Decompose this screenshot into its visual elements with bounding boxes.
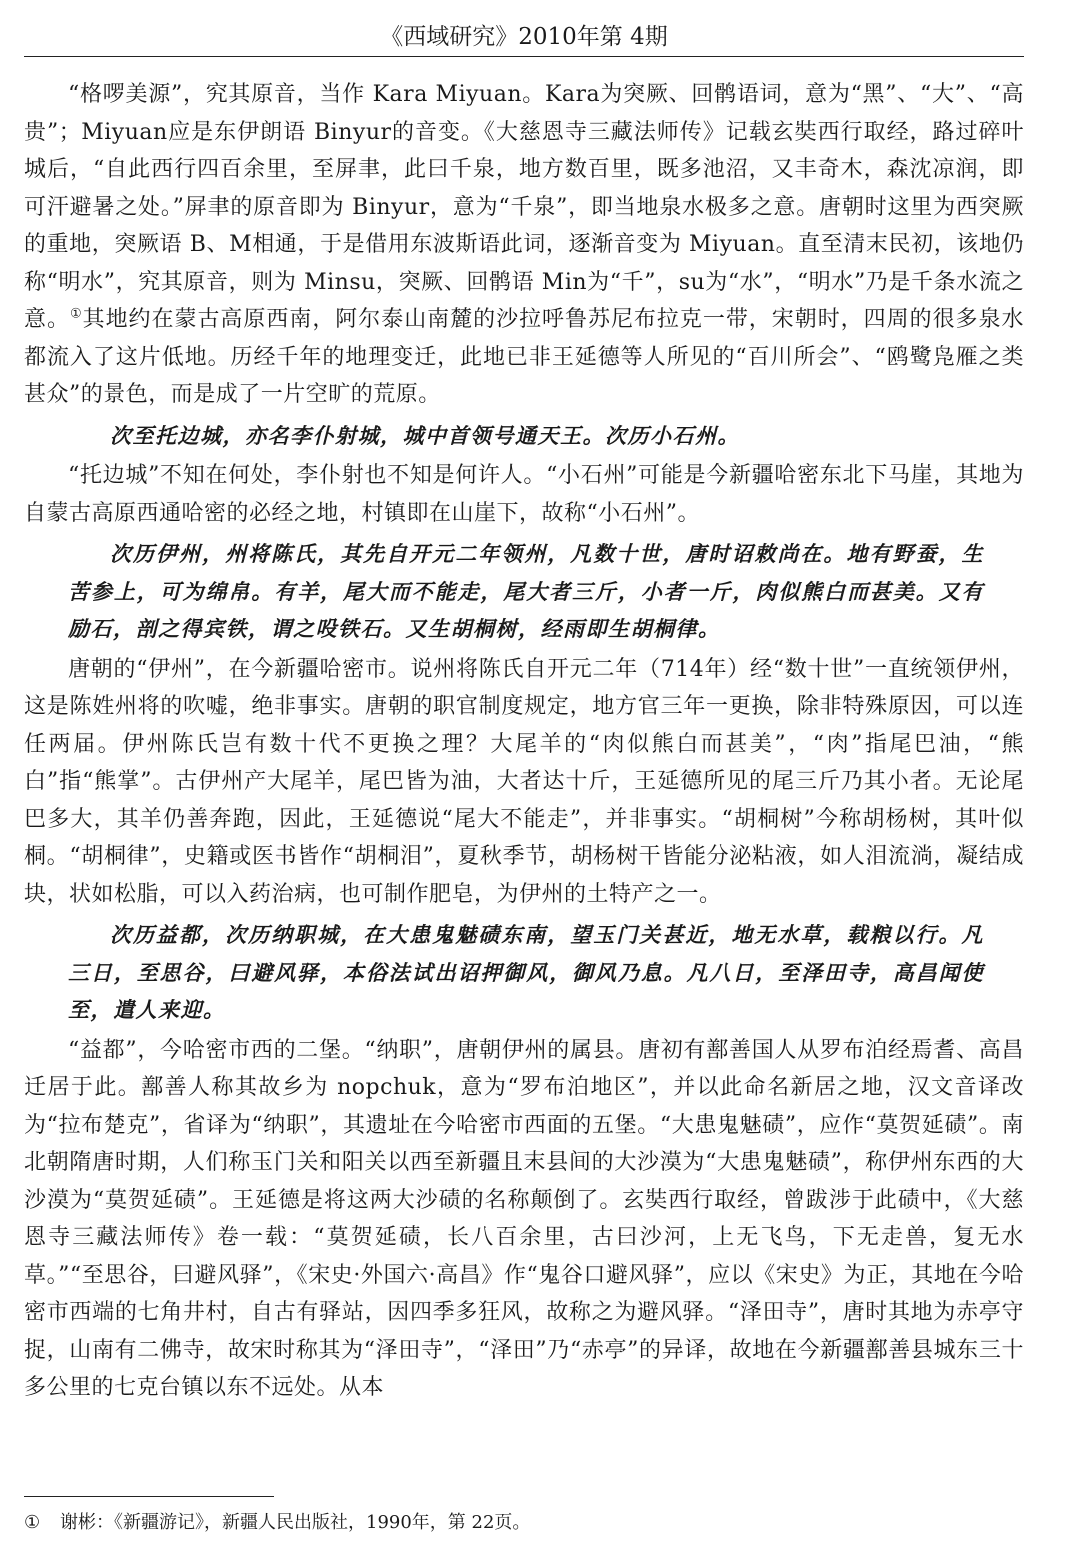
quoted-source-text: 次历伊州，州将陈氏，其先自开元二年领州，凡数十世，唐时诏敕尚在。地有野蚕，生苦参上，可为绵帛。有羊，尾大而不能走，尾大者三斤，小者一斤，肉似熊白而甚美。又有励石，剖之得宾铁，谓之吺铁石。又生胡桐树，经雨即生胡桐律。 — [68, 541, 984, 641]
body-paragraph: 唐朝的“伊州”，在今新疆哈密市。说州将陈氏自开元二年（714年）经“数十世”一直统领伊州，这是陈姓州将的吹嘘，绝非事实。唐朝的职官制度规定，地方官三年一更换，除非特殊原因，可以连任两届。伊州陈氏岂有数十代不更换之理？大尾羊的“肉似熊白而甚美”，“肉”指尾巴油，“熊白”指“熊掌”。古伊州产大尾羊，尾巴皆为油，大者达十斤，王延德所见的尾三斤乃其小者。无论尾巴多大，其羊仍善奔跑，因此，王延德说“尾大不能走”，并非事实。“胡桐树”今称胡杨树，其叶似桐。“胡桐律”，史籍或医书皆作“胡桐泪”，夏秋季节，胡杨树干皆能分泌粘液，如人泪流淌，凝结成块，状如松脂，可以入药治病，也可制作肥皂，为伊州的土特产之一。 — [24, 656, 1024, 907]
running-header: 《西域研究》2010年第 4期 — [380, 24, 668, 50]
body-paragraph — [24, 76, 1024, 414]
quoted-source-text: 次至托边城，亦名李仆射城，城中首领号通天王。次历小石州。 — [110, 422, 740, 448]
footnote-rule — [24, 1496, 274, 1497]
article-body — [24, 76, 1024, 1407]
footnote-text: 谢彬：《新疆游记》，新疆人民出版社，1990年，第 22页。 — [60, 1512, 531, 1533]
paragraph-text: 其地约在蒙古高原西南，阿尔泰山南麓的沙拉呼鲁苏尼布拉克一带，宋朝时，四周的很多泉水都流入了这片低地。历经千年的地理变迁，此地已非王延德等人所见的“百川所会”、“鸥鹭凫雁之类甚众”的景色，而是成了一片空旷的荒原。 — [24, 307, 1024, 407]
paragraph-text: “格啰美源”，究其原音，当作 Kara Miyuan。Kara为突厥、回鹘语词，意为“黑”、“大”、“高贵”；Miyuan应是东伊朗语 Binyur的音变。《大慈恩寺三藏法师传》记载玄奘西行取经，路过碎叶城后，“自此西行四百余里，至屏聿，此曰千泉，地方数百里，既多池沼，又丰奇木，森沈凉润，即可汗避暑之处。”屏聿的原音即为 Binyur，意为“千泉”，即当地泉水极多之意。唐朝时这里为西突厥的重地，突厥语 B、M相通，于是借用东波斯语此词，逐渐音变为 Miyuan。直至清末民初，该地仍称“明水”，究其原音，则为 Minsu，突厥、回鹘语 Min为“千”，su为“水”，“明水”乃是千条水流之意。 — [24, 82, 1024, 332]
quoted-source-text: 次历益都，次历纳职城，在大患鬼魅碛东南，望玉门关甚近，地无水草，载粮以行。凡三日，至思谷，曰避风驿，本俗法试出诏押御风，御风乃息。凡八日，至泽田寺，高昌闻使至，遣人来迎。 — [68, 922, 984, 1022]
footnote-mark: ① — [24, 1512, 41, 1533]
header-rule — [24, 56, 1024, 57]
footnote — [24, 1510, 1024, 1536]
body-paragraph: “托边城”不知在何处，李仆射也不知是何许人。“小石州”可能是今新疆哈密东北下马崖，其地为自蒙古高原西通哈密的必经之地，村镇即在山崖下，故称“小石州”。 — [24, 463, 1024, 526]
body-paragraph: “益都”，今哈密市西的二堡。“纳职”，唐朝伊州的属县。唐初有鄯善国人从罗布泊经焉耆、高昌迁居于此。鄯善人称其故乡为 nopchuk，意为“罗布泊地区”，并以此命名新居之地，汉文音译改为“拉布楚克”，省译为“纳职”，其遗址在今哈密市西面的五堡。“大患鬼魅碛”，应作“莫贺延碛”。南北朝隋唐时期，人们称玉门关和阳关以西至新疆且末县间的大沙漠为“大患鬼魅碛”，称伊州东西的大沙漠为“莫贺延碛”。王延德是将这两大沙碛的名称颠倒了。玄奘西行取经，曾跋涉于此碛中，《大慈恩寺三藏法师传》卷一载：“莫贺延碛，长八百余里，古曰沙河，上无飞鸟，下无走兽，复无水草。”“至思谷，曰避风驿”，《宋史·外国六·高昌》作“鬼谷口避风驿”，应以《宋史》为正，其地在今哈密市西端的七角井村，自古有驿站，因四季多狂风，故称之为避风驿。“泽田寺”，唐时其地为赤亭守捉，山南有二佛寺，故宋时称其为“泽田寺”，“泽田”乃“赤亭”的异译，故地在今新疆鄯善县城东三十多公里的七克台镇以东不远处。从本 — [24, 1037, 1024, 1400]
footnote-reference: ① — [69, 306, 83, 322]
